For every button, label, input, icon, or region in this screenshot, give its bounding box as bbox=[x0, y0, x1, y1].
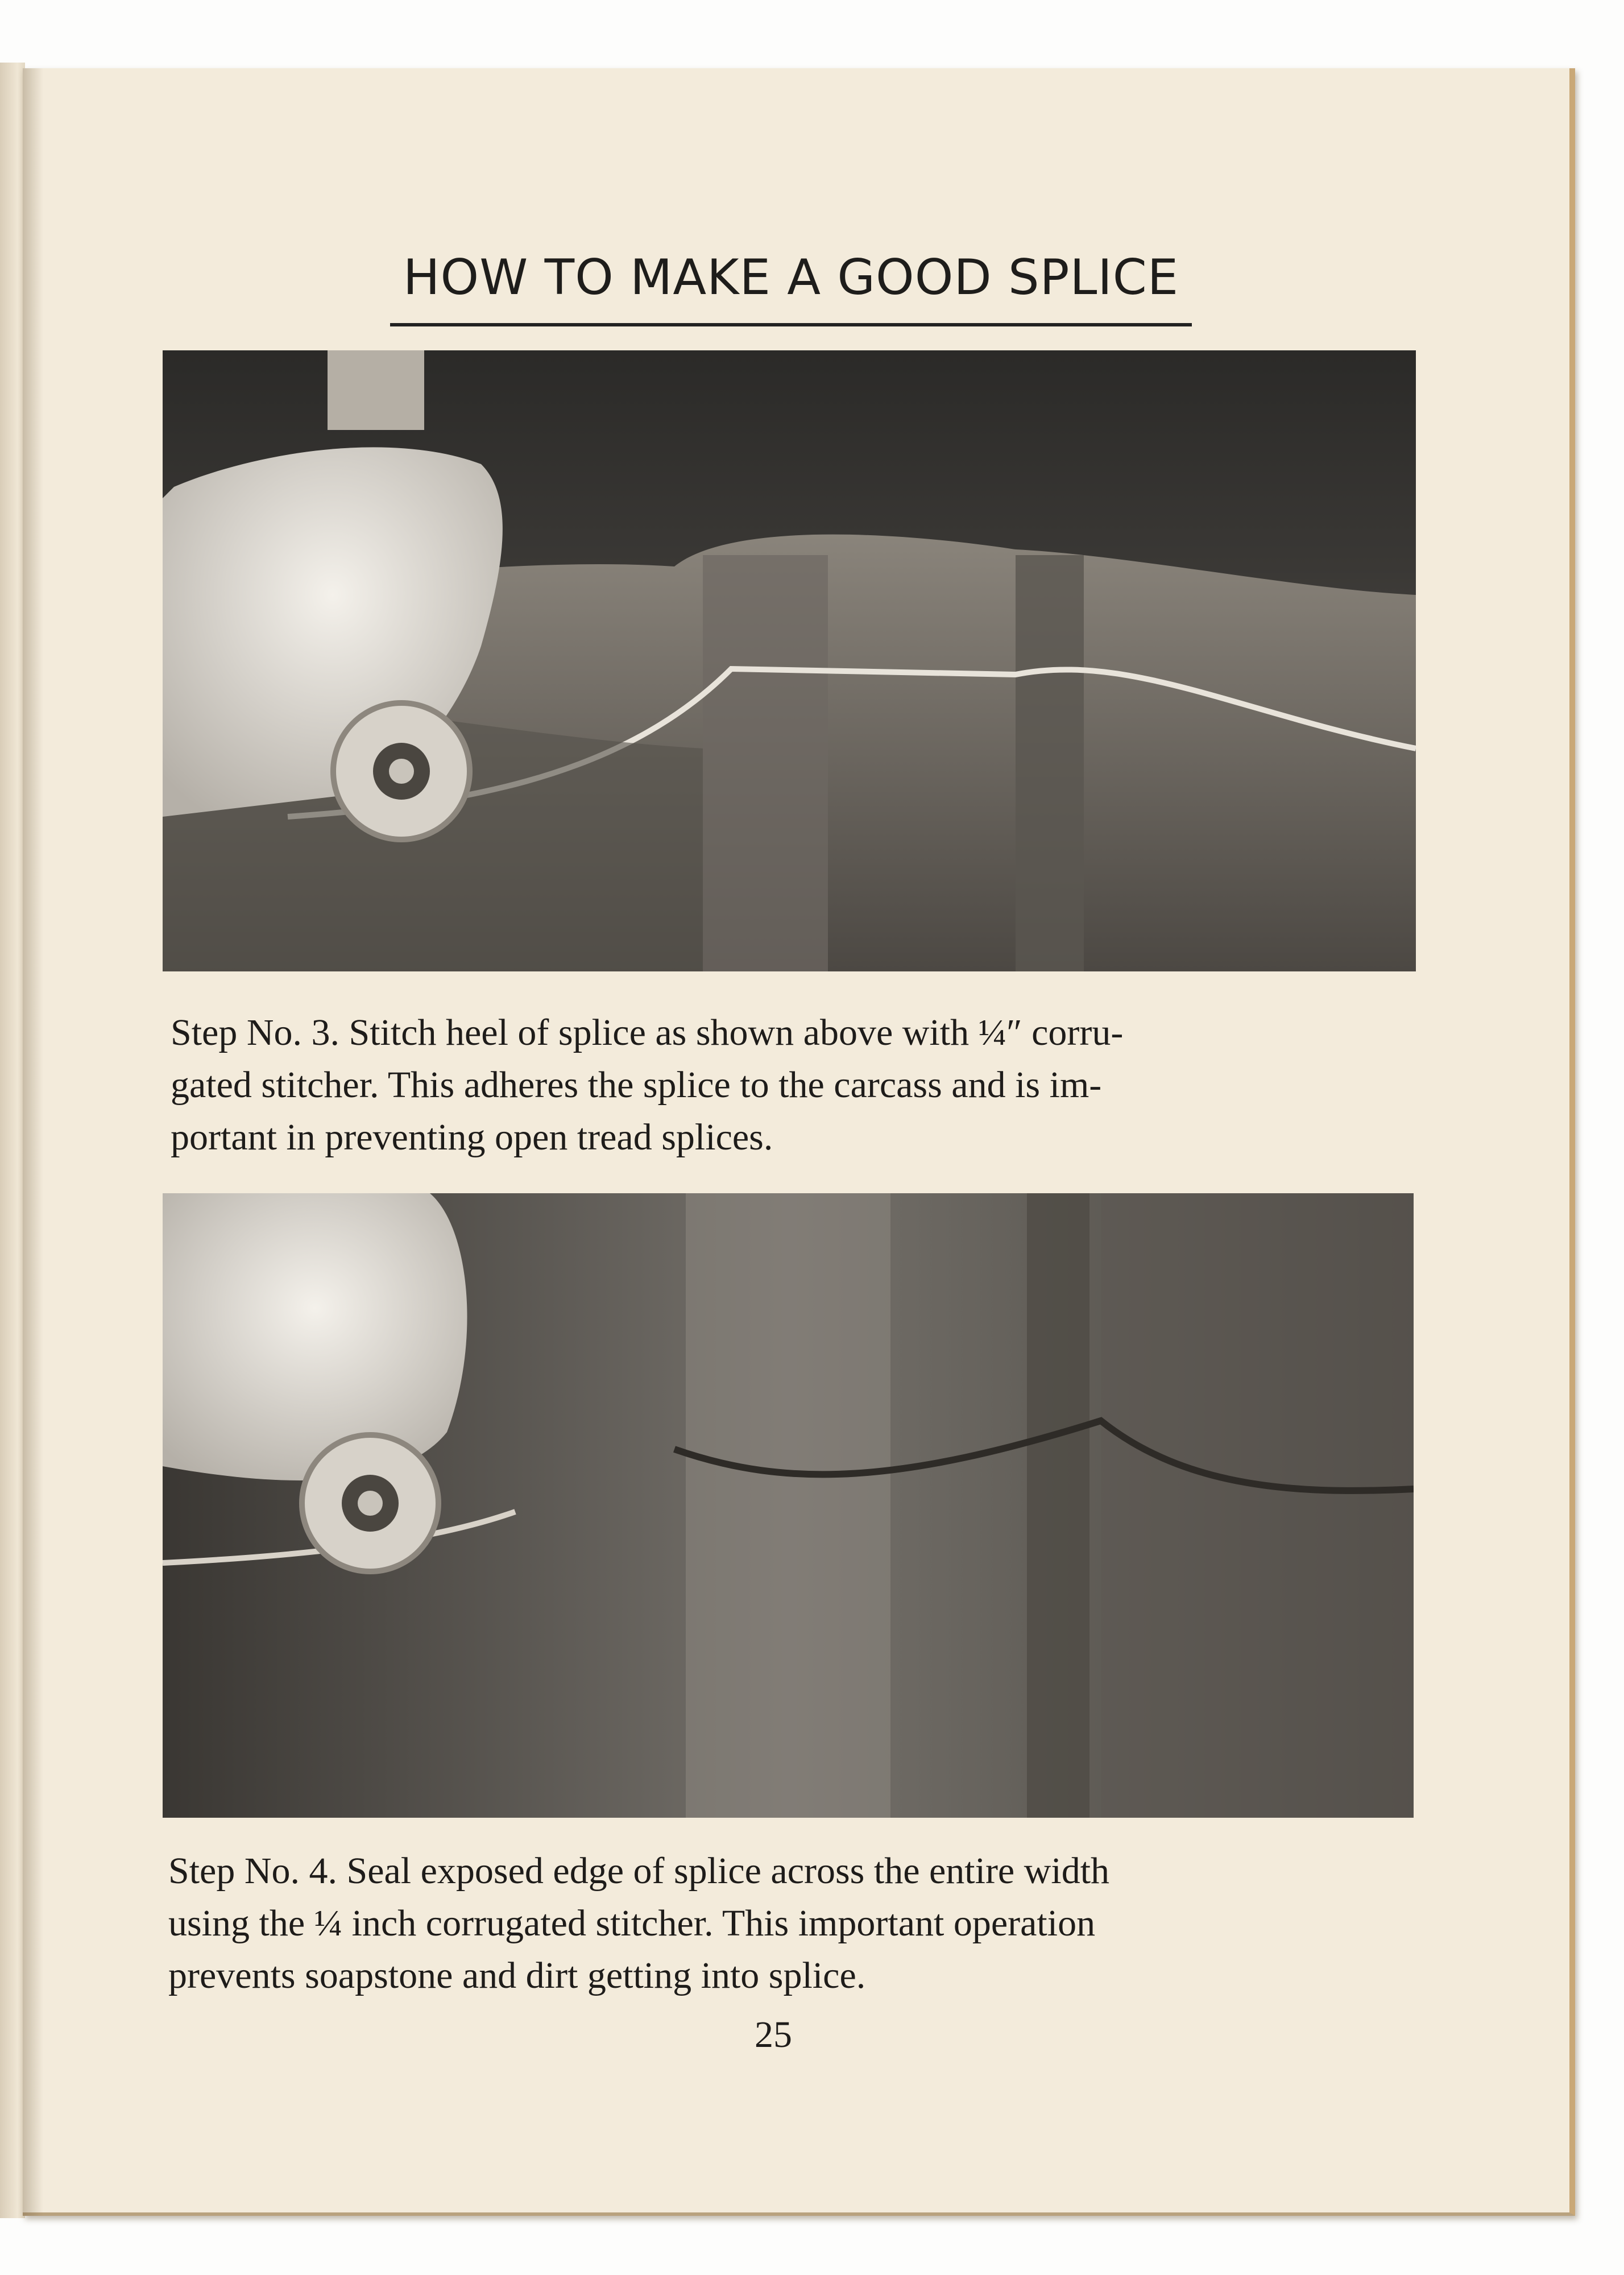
facing-page-edge bbox=[0, 63, 25, 2218]
step-4-caption bbox=[168, 1845, 1397, 2002]
step-3-photo-illustration bbox=[163, 350, 1416, 971]
page-title: HOW TO MAKE A GOOD SPLICE bbox=[390, 243, 1192, 326]
step-3-photo bbox=[163, 350, 1416, 971]
caption-line: prevents soapstone and dirt getting into splice. bbox=[168, 1955, 866, 1996]
caption-line: Step No. 4. Seal exposed edge of splice across the entire width bbox=[168, 1850, 1110, 1892]
page-number: 25 bbox=[755, 2014, 792, 2055]
caption-line: gated stitcher. This adheres the splice to the carcass and is im- bbox=[171, 1064, 1102, 1106]
step-4-photo bbox=[163, 1193, 1414, 1818]
step-3-caption bbox=[171, 1007, 1397, 1164]
gutter-shadow bbox=[23, 68, 43, 2216]
caption-line: using the ¼ inch corrugated stitcher. This important operation bbox=[168, 1902, 1096, 1944]
caption-line: Step No. 3. Stitch heel of splice as shown above with ¼″ corru- bbox=[171, 1012, 1124, 1053]
caption-line: portant in preventing open tread splices. bbox=[171, 1116, 773, 1158]
step-4-photo-illustration bbox=[163, 1193, 1414, 1818]
